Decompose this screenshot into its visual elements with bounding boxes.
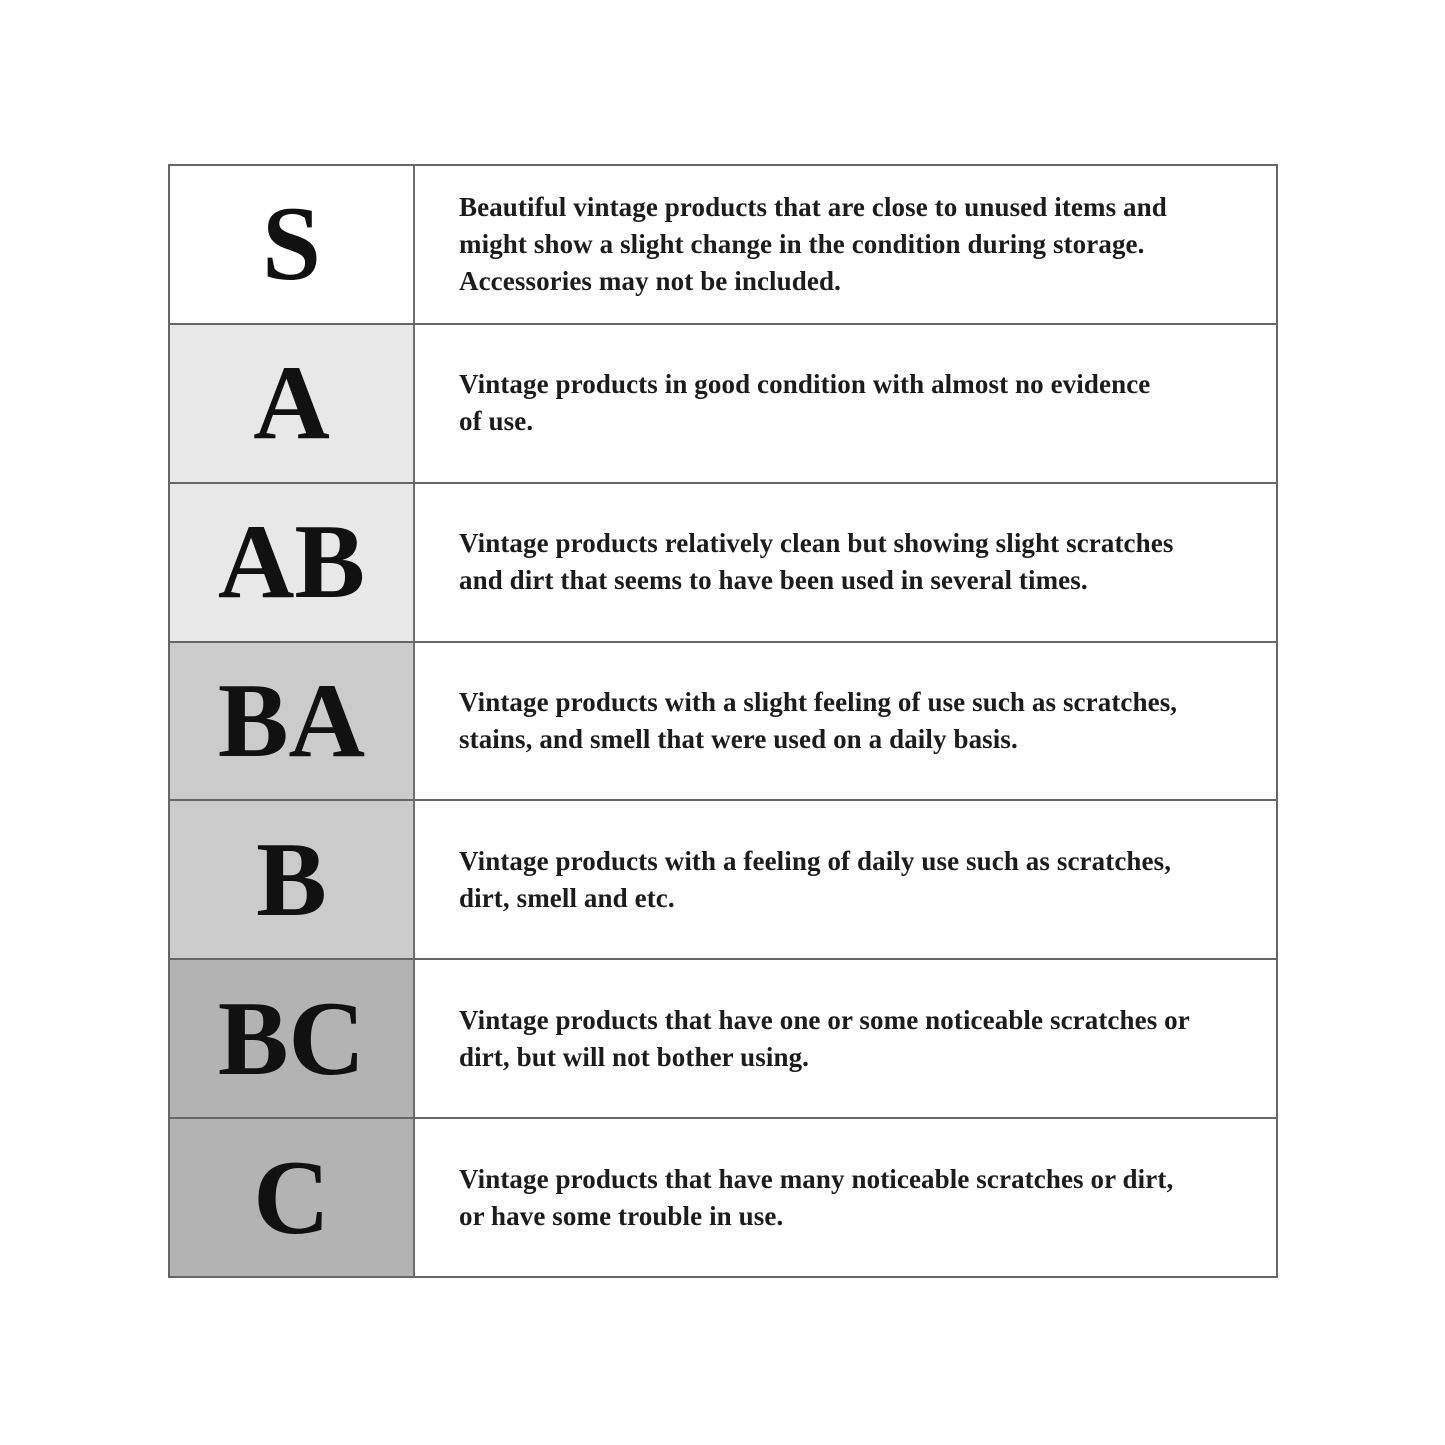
table-row-b [170, 799, 1276, 958]
desc-line: or have some trouble in use. [459, 1200, 784, 1231]
table-row-ba [170, 641, 1276, 800]
desc-line: Vintage products that have one or some noticeable scratches or [459, 1004, 1190, 1035]
grade-label-b: B [256, 820, 327, 938]
grade-label-bc: BC [217, 979, 366, 1097]
desc-line: Vintage products with a slight feeling of use such as scratches, [459, 687, 1178, 717]
grade-cell-a [170, 325, 415, 482]
table-row-s [170, 166, 1276, 323]
desc-line: Accessories may not be included. [459, 265, 841, 296]
grade-cell-ab [170, 484, 415, 641]
desc-cell-s [415, 166, 1276, 323]
desc-line: Vintage products that have many noticeable scratches or dirt, [459, 1163, 1174, 1194]
desc-line: stains, and smell that were used on a daily basis. [459, 724, 1018, 754]
desc-cell-ab [415, 484, 1276, 641]
desc-line: of use. [459, 406, 534, 437]
desc-cell-c [415, 1119, 1276, 1276]
desc-cell-bc [415, 960, 1276, 1117]
desc-cell-b [415, 801, 1276, 958]
desc-line: Beautiful vintage products that are close to unused items and [459, 191, 1167, 222]
grade-label-ab: AB [217, 503, 366, 621]
grade-cell-c [170, 1119, 415, 1276]
grade-label-c: C [253, 1138, 330, 1256]
grade-cell-ba [170, 643, 415, 800]
grade-label-s: S [262, 185, 321, 303]
grade-cell-bc [170, 960, 415, 1117]
desc-line: dirt, smell and etc. [459, 882, 675, 913]
desc-line: dirt, but will not bother using. [459, 1041, 810, 1072]
grade-label-ba: BA [217, 662, 366, 779]
desc-line: Vintage products relatively clean but showing slight scratches [459, 528, 1174, 559]
desc-line: Vintage products in good condition with almost no evidence [459, 369, 1151, 400]
table-row-a [170, 323, 1276, 482]
desc-cell-a [415, 325, 1276, 482]
table-row-bc [170, 958, 1276, 1117]
desc-cell-ba [415, 643, 1276, 800]
desc-line: might show a slight change in the condition during storage. [459, 228, 1145, 259]
desc-line: Vintage products with a feeling of daily use such as scratches, [459, 845, 1172, 876]
grade-cell-s [170, 166, 415, 323]
grade-cell-b [170, 801, 415, 958]
desc-line: and dirt that seems to have been used in several times. [459, 565, 1088, 596]
table-row-c [170, 1117, 1276, 1276]
table-row-ab [170, 482, 1276, 641]
grade-label-a: A [253, 344, 330, 462]
grade-table [168, 164, 1278, 1278]
